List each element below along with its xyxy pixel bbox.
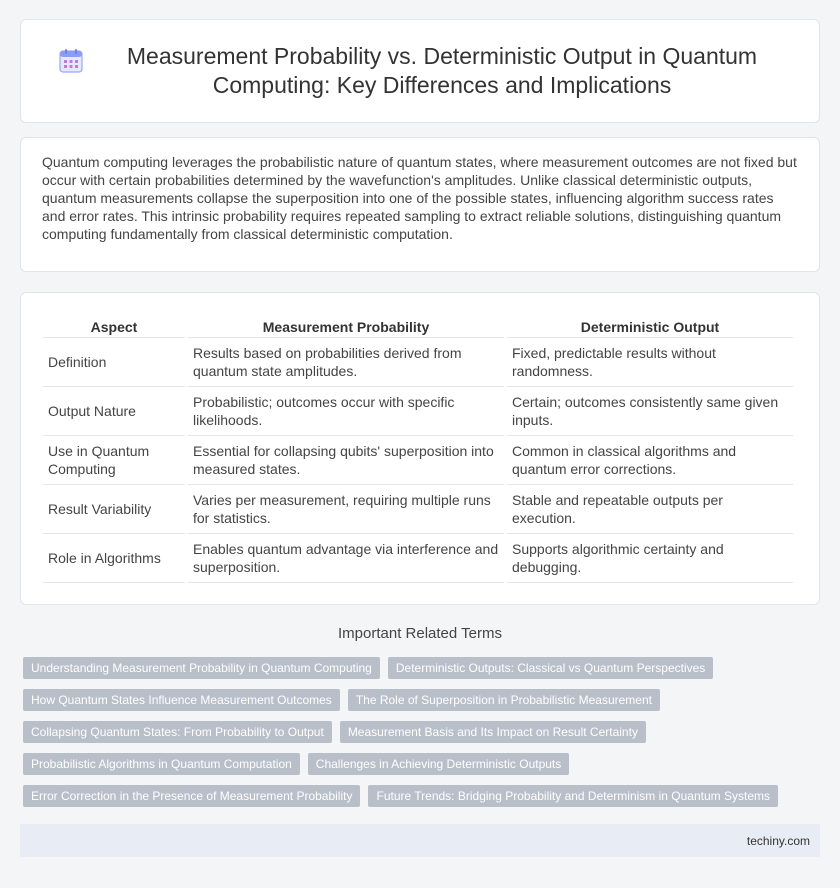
cell-measurement: Probabilistic; outcomes occur with specific likelihoods. <box>188 387 504 436</box>
comparison-table <box>40 313 796 583</box>
related-term-tag[interactable]: Error Correction in the Presence of Measurement Probability <box>23 785 360 807</box>
header-measurement-probability: Measurement Probability <box>188 313 504 338</box>
table-row <box>43 436 793 485</box>
header-deterministic-output: Deterministic Output <box>507 313 793 338</box>
title-wrap <box>50 42 790 100</box>
related-terms-title: Important Related Terms <box>338 625 502 642</box>
header-aspect: Aspect <box>43 313 185 338</box>
related-term-tag[interactable]: Future Trends: Bridging Probability and Determinism in Quantum Systems <box>368 785 778 807</box>
cell-deterministic: Supports algorithmic certainty and debugging. <box>507 534 793 583</box>
title-card <box>20 19 820 123</box>
comparison-table-card <box>20 292 820 605</box>
related-term-tag[interactable]: Challenges in Achieving Deterministic Outputs <box>308 753 569 775</box>
footer-site-link[interactable]: techiny.com <box>746 833 810 848</box>
page-title: Measurement Probability vs. Deterministic Output in Quantum Computing: Key Differences and Implications <box>126 43 758 98</box>
related-terms-list <box>23 657 813 807</box>
table-row <box>43 534 793 583</box>
calendar-grid-icon <box>58 48 84 74</box>
table-header-row <box>43 313 793 338</box>
cell-aspect: Result Variability <box>43 485 185 534</box>
cell-deterministic: Fixed, predictable results without randomness. <box>507 338 793 387</box>
related-term-tag[interactable]: Collapsing Quantum States: From Probability to Output <box>23 721 332 743</box>
footer <box>20 824 820 857</box>
related-term-tag[interactable]: Probabilistic Algorithms in Quantum Computation <box>23 753 300 775</box>
cell-aspect: Use in Quantum Computing <box>43 436 185 485</box>
cell-deterministic: Certain; outcomes consistently same given inputs. <box>507 387 793 436</box>
cell-deterministic: Common in classical algorithms and quantum error corrections. <box>507 436 793 485</box>
related-term-tag[interactable]: Measurement Basis and Its Impact on Result Certainty <box>340 721 646 743</box>
cell-aspect: Role in Algorithms <box>43 534 185 583</box>
cell-aspect: Output Nature <box>43 387 185 436</box>
intro-paragraph: Quantum computing leverages the probabilistic nature of quantum states, where measurement outcomes are not fixed but occur with certain probabilities determined by the wavefunction's amplitudes. Unlike classical deterministic outputs, quantum measurements collapse the superposition into one of the possible states, influencing algorithm success rates and error rates. This intrinsic probability requires repeated sampling to extract reliable solutions, distinguishing quantum computing fundamentally from classical deterministic computation. <box>42 154 797 242</box>
cell-measurement: Enables quantum advantage via interference and superposition. <box>188 534 504 583</box>
related-term-tag[interactable]: How Quantum States Influence Measurement Outcomes <box>23 689 340 711</box>
related-term-tag[interactable]: Understanding Measurement Probability in Quantum Computing <box>23 657 380 679</box>
cell-aspect: Definition <box>43 338 185 387</box>
related-term-tag[interactable]: Deterministic Outputs: Classical vs Quantum Perspectives <box>388 657 713 679</box>
cell-measurement: Varies per measurement, requiring multiple runs for statistics. <box>188 485 504 534</box>
intro-card <box>20 137 820 272</box>
related-term-tag[interactable]: The Role of Superposition in Probabilistic Measurement <box>348 689 660 711</box>
cell-measurement: Essential for collapsing qubits' superposition into measured states. <box>188 436 504 485</box>
cell-deterministic: Stable and repeatable outputs per execution. <box>507 485 793 534</box>
table-row <box>43 485 793 534</box>
cell-measurement: Results based on probabilities derived from quantum state amplitudes. <box>188 338 504 387</box>
table-row <box>43 387 793 436</box>
table-row <box>43 338 793 387</box>
